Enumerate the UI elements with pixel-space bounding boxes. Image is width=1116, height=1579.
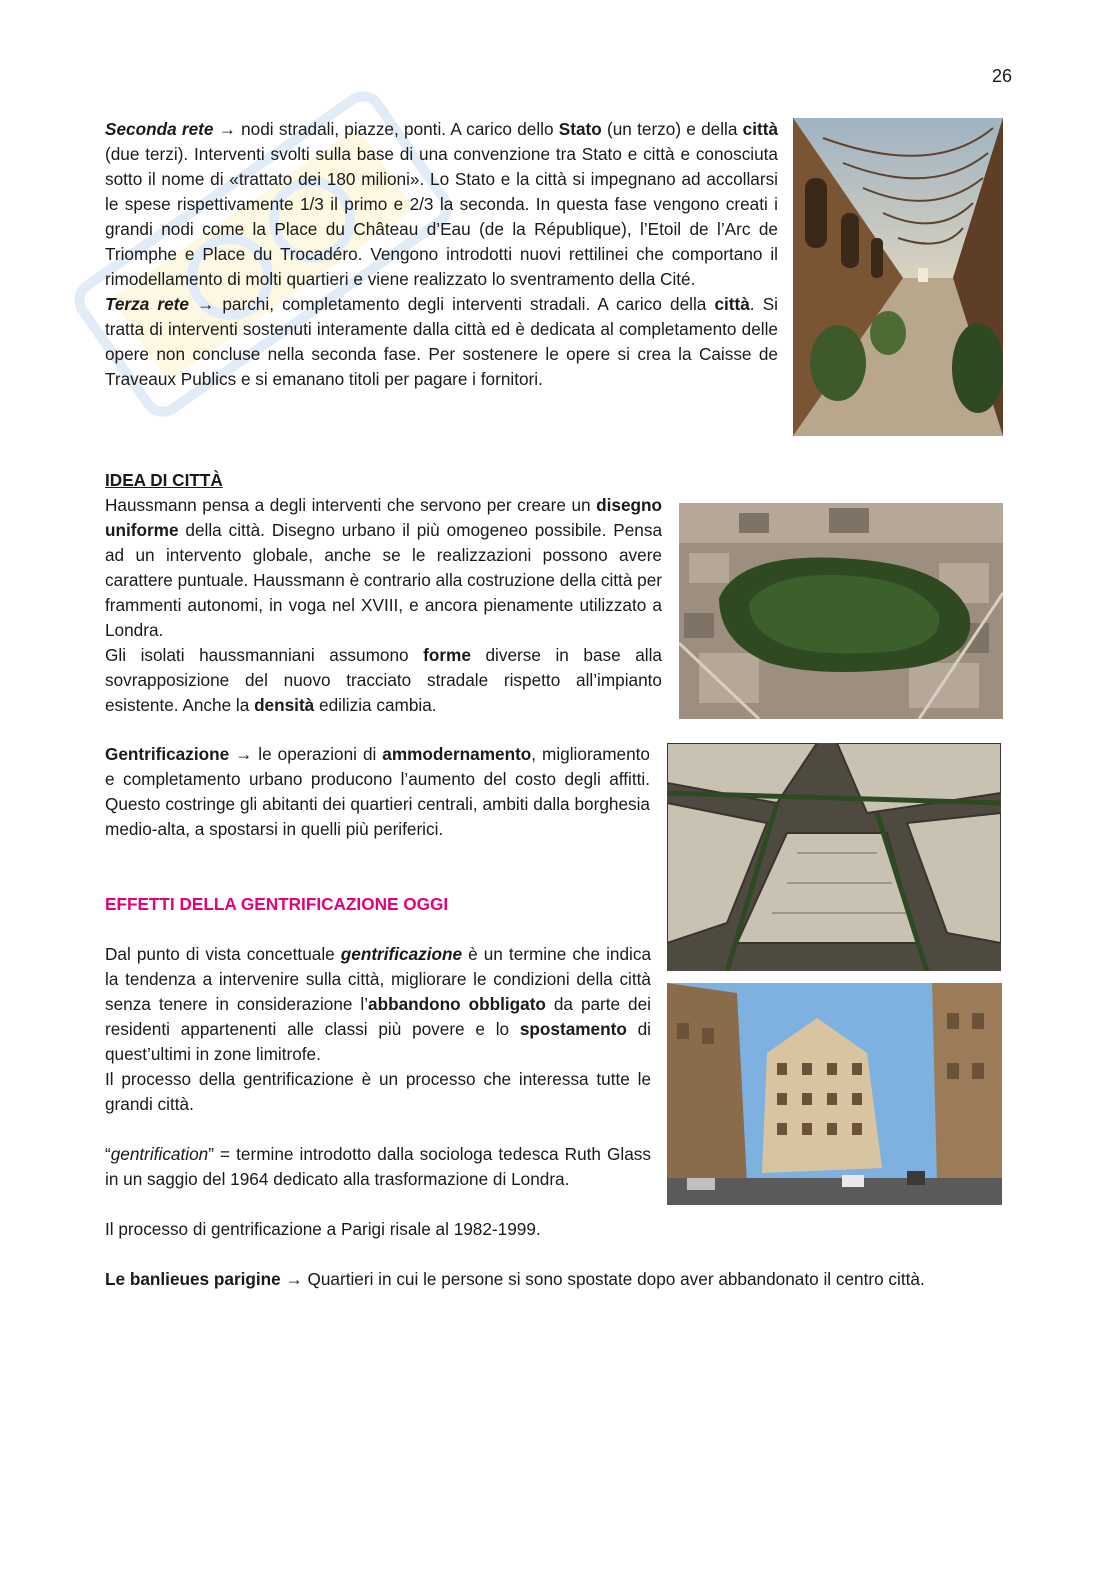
term-seconda-rete: Seconda rete [105, 119, 214, 139]
text: ” [208, 1144, 214, 1164]
paragraph-idea-2 [105, 643, 662, 718]
paragraph-gentrificazione [105, 742, 650, 842]
photo-street-view [667, 983, 1002, 1205]
bold-term: abbandono obbligato [368, 994, 546, 1014]
bold-term: densità [254, 695, 315, 715]
page-number: 26 [991, 66, 1012, 86]
text: . Si tratta di interventi sostenuti interamente dalla città ed è dedicata al completamento delle opere non concluse nella seconda fase. Per sostenere le opere si crea la Caisse de Traveaux Publics e si emanano titoli per pagare i fornitori. [105, 294, 778, 389]
text: (due terzi). Interventi svolti sulla base di una convenzione tra Stato e città e conosciuta sotto il nome di «trattato dei 180 milioni». Lo Stato e la città si impegnano ad accollarsi le spese rispettivamente 1/3 il primo e 2/3 la seconda. In questa fase vengono creati i grandi nodi come la Place du Château d’Eau (de la République), l’Etoil de l’Arc de Triomphe e Place du Trocadéro. Vengono introdotti nuovi rettilinei che comportano il rimodellamento di molti quartieri e viene realizzato lo sventramento della Cité. [105, 144, 778, 289]
photo-aerial-blocks [667, 743, 1001, 971]
text: diverse in base alla sovrapposizione del nuovo tracciato stradale rispetto all’impianto esistente. Anche la [105, 645, 662, 715]
text: nodi stradali, piazze, ponti. A carico dello [235, 119, 559, 139]
text: Gli isolati haussmanniani assumono [105, 645, 424, 665]
photo-galerie-vivienne [793, 118, 1003, 436]
heading-effetti-gentrificazione: EFFETTI DELLA GENTRIFICAZIONE OGGI [105, 894, 449, 914]
bold-term: città [742, 119, 779, 139]
text: da parte dei residenti appartenenti alle classi più povere e lo [105, 994, 651, 1039]
section-seconda-terza [105, 117, 778, 392]
bold-term: città [714, 294, 750, 314]
text: della città. Disegno urbano il più omogeneo possibile. Pensa ad un intervento globale, anche se le realizzazioni possono avere carattere puntuale. Haussmann è contrario alla costruzione della città per frammenti autonomi, in voga nel XVIII, e ancora pienamente utilizzato a Londra. [105, 520, 662, 640]
text: , miglioramento e completamento urbano producono l’aumento del costo degli affitti. Questo costringe gli abitanti dei quartieri centrali, ambiti dalla borghesia medio-alta, a spostarsi in quelli più periferici. [105, 744, 650, 839]
arrow-icon: → [235, 744, 253, 764]
paragraph-idea-1 [105, 493, 662, 643]
paragraph-terza-rete [105, 292, 778, 392]
text: = termine introdotto dalla sociologa tedesca Ruth Glass in un saggio del 1964 dedicato alla trasformazione di Londra. [105, 1144, 651, 1189]
text: edilizia cambia. [314, 695, 437, 715]
paragraph-effetti-1 [105, 942, 651, 1067]
paragraph-banlieues [105, 1267, 1015, 1292]
heading-idea-di-citta: IDEA DI CITTÀ [105, 470, 223, 490]
section-banlieues [105, 1267, 1015, 1292]
paragraph-parigi: Il processo di gentrificazione a Parigi risale al 1982-1999. [105, 1219, 541, 1239]
paragraph-gentrification-definition [105, 1142, 651, 1192]
section-gentrificazione [105, 742, 650, 842]
text: “ [105, 1144, 111, 1164]
bold-term: disegno uniforme [105, 495, 662, 540]
text: di quest’ultimi in zone limitrofe. [105, 1019, 651, 1064]
arrow-icon: → [218, 119, 236, 139]
text: parchi, completamento degli interventi stradali. A carico della [214, 294, 715, 314]
photo-aerial-park [679, 503, 1003, 719]
arrow-icon: → [285, 1269, 303, 1289]
bold-term: ammodernamento [382, 744, 532, 764]
section-idea-di-citta [105, 493, 662, 718]
arrow-icon: → [197, 294, 215, 314]
bold-italic-term: gentrificazione [340, 944, 463, 964]
text: (un terzo) e della [601, 119, 743, 139]
section-effetti [105, 942, 651, 1242]
text: Haussmann pensa a degli interventi che servono per creare un [105, 495, 597, 515]
text: le operazioni di [252, 744, 383, 764]
text: Dal punto di vista concettuale [105, 944, 341, 964]
bold-term: spostamento [519, 1019, 627, 1039]
text: Quartieri in cui le persone si sono spostate dopo aver abbandonato il centro città. [302, 1269, 925, 1289]
paragraph-seconda-rete [105, 117, 778, 292]
text: è un termine che indica la tendenza a intervenire sulla città, migliorare le condizioni della città senza tenere in considerazione l’ [105, 944, 651, 1014]
term-gentrificazione: Gentrificazione [105, 744, 230, 764]
italic-term: gentrification [110, 1144, 209, 1164]
term-banlieues: Le banlieues parigine [105, 1269, 281, 1289]
bold-term: Stato [558, 119, 602, 139]
paragraph-effetti-2: Il processo della gentrificazione è un processo che interessa tutte le grandi città. [105, 1069, 651, 1114]
bold-term: forme [423, 645, 471, 665]
term-terza-rete: Terza rete [105, 294, 189, 314]
